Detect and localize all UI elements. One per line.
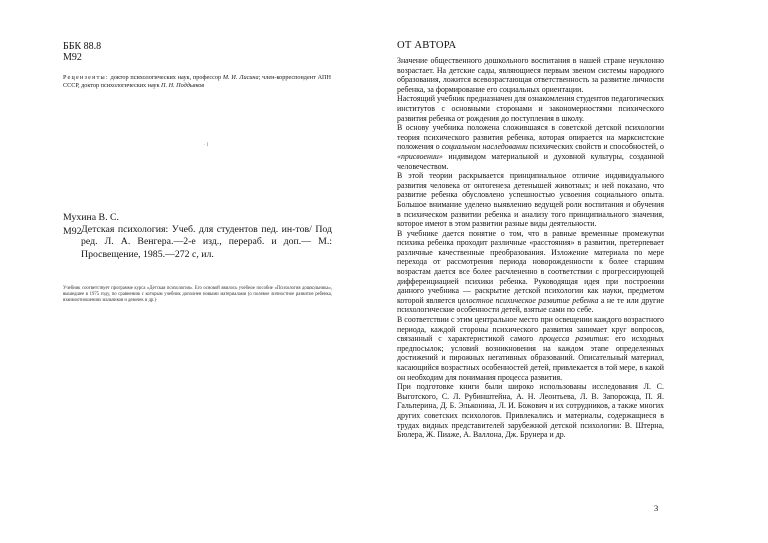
reviewers-text-a: доктор психологических наук, профессор	[108, 74, 223, 81]
bbk-line-2: М92	[63, 52, 82, 63]
paragraph-text: При подготовке книги были широко использованы исследования Л. С. Выготского, С. Л. Рубинштейна, А. Н. Леонтьева, Л. В. Запорожца, П. Я. Гальперина, Д. Б. Эльконина, Л. И. Божович и их сотрудников, а также многих других советских психологов. Привлекались и материалы, содержащиеся в трудах видных представителей зарубежной детской психологии: В. Штерна, Бюлера, Ж. Пиаже, А. Валлона, Дж. Брунера и др.	[397, 382, 664, 440]
reviewers-block	[63, 74, 331, 91]
bbk-line-1: ББК 88.8	[63, 41, 102, 52]
paragraph-text: В основу учебника положена сложившаяся в советской детской психологии теория психического развития ребенка, которая опирается на марксистские положения о	[397, 123, 664, 152]
preface-paragraph	[397, 229, 664, 315]
paragraph-text: В этой теории раскрывается принципиальное отличие индивидуального развития человека от онтогенеза детенышей животных; и ней показано, что развитие ребенка обусловлено успешностью усвоения социального опыта. Большое внимание уделено выявлению ведущей роли воспитания и обучения в психическом развитии ребенка и анализу того принципиального значения, которое имеют в этом развитии разные виды деятельности.	[397, 171, 664, 229]
paragraph-text: а не те или другие психологические особенности детей, взятые сами по себе.	[397, 295, 664, 315]
paragraph-text: психических свойств и способностей, о	[527, 142, 664, 152]
author-name: Мухина В. С.	[63, 212, 119, 223]
page-number: 3	[654, 503, 659, 513]
preface-paragraph	[397, 171, 664, 229]
reviewer-1: М. И. Лисина	[222, 74, 259, 81]
paragraph-text: Настоящий учебник предназначен для ознакомления студентов педагогических институтов с основными сторонами и закономерностями психического развития ребенка от рождения до поступления в школу.	[397, 94, 664, 123]
index-code: М92	[63, 226, 82, 237]
preface-paragraph	[397, 94, 664, 123]
small-mark: · I	[204, 143, 209, 148]
paragraph-text: : его исходных предпосылок; условий возникновения на каждом этапе определенных достижений и пирожных негативных образований. Описательный материал, касающийся возрастных особенностей детей, привлекается в той мере, в какой он необходим для понимания процесса развития.	[397, 334, 664, 382]
emphasis-text: целостное психическое развитие ребенка	[457, 295, 599, 305]
bibliographic-description: Детская психология: Учеб. для студентов пед. ин-тов/ Под ред. Л. А. Венгера.—2-е изд., перераб. и доп.— М.: Просвещение, 1985.—272 с, ил.	[81, 224, 332, 260]
emphasis-text: «присвоении»	[397, 151, 443, 161]
paragraph-text: В учебнике дается понятие о том, что в равные временные промежутки психика ребенка проходит различные «расстояния» в развитии, претерпевает различные качественные преобразования. Изложение материала по мере перехода от рассмотрения периода новорожденности к более старшим возрастам дается все более расчлененно в соответствии с прогрессирующей дифференциацией психики ребенка. Руководящая идея при построении данного учебника — раскрытие детской психологии как науки, предметом которой является	[397, 228, 664, 305]
paragraph-text: Значение общественного дошкольного воспитания в нашей стране неуклонно возрастает. На детские сады, являющиеся первым звеном системы народного образования, ложится всевозрастающая ответственность за развитие личности ребенка, за формирование его социальных ориентации.	[397, 56, 664, 94]
page-heading: ОТ АВТОРА	[397, 40, 457, 51]
paragraph-text: индивидом материальной и духовной культуры, созданной человечеством.	[397, 151, 664, 171]
preface-paragraph	[397, 315, 664, 382]
bbk-code	[63, 41, 101, 63]
reviewer-2: П. Н. Поддьяков	[161, 82, 205, 90]
preface-body	[397, 56, 664, 440]
reviewers-text-b: ; член-корреспондент АПН СССР, доктор психологических наук	[63, 74, 331, 90]
emphasis-text: социальном наследовании	[441, 142, 528, 152]
annotation-note: Учебник соответствует программе курса «Детская психология». Его основой явилось учебное пособие «Психология дошкольника», вышедшее в 1975 году, по сравнению с которым учебник дополнен новыми материалами (о полевое личностное развитие ребенка, взаимоотношениях мальчиков и девочек и др.)·	[63, 286, 332, 303]
reviewers-label: Рецензенты:	[63, 74, 109, 81]
preface-paragraph	[397, 382, 664, 440]
preface-paragraph	[397, 56, 664, 94]
emphasis-text: процесса развития	[539, 334, 607, 344]
paragraph-text: В соответствии с этим центральное место при освещении каждого возрастного периода, каждой стороны психического развития занимает круг вопросов, связанный с характеристикой самого	[397, 315, 664, 344]
preface-paragraph	[397, 123, 664, 171]
